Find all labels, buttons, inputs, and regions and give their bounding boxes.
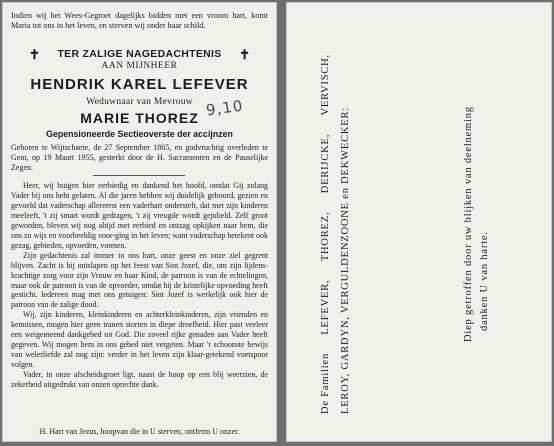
handwritten-note: 9,10 bbox=[204, 96, 245, 120]
closing-prayer: H. Hart van Jezus, hoopvan die in U sterven, ontferm U onzer. bbox=[39, 427, 240, 436]
family-word: VERVISCH, bbox=[320, 54, 331, 116]
family-names-line1 bbox=[319, 54, 332, 414]
memorial-heading: TER ZALIGE NAGEDACHTENIS bbox=[57, 48, 222, 60]
eulogy-text bbox=[11, 181, 268, 390]
family-word: De Familien bbox=[320, 353, 331, 414]
cross-icon: ✝ bbox=[239, 47, 250, 62]
cross-icon: ✝ bbox=[29, 47, 40, 62]
family-names-line2: LEROY, GARDYN, VERGULDENZOONE en DEKWECKER: bbox=[340, 107, 351, 414]
widower-line: Weduwnaar van Mevrouw bbox=[86, 97, 193, 107]
memorial-card-left bbox=[3, 3, 276, 441]
eulogy-paragraph: Vader, in onze afscheidsgroet ligt, naast de hoop op een blij weerzien, de zekerheid uitgedrukt van onzen oprechte dank. bbox=[11, 370, 268, 390]
family-word: DERIJCKE, bbox=[320, 133, 331, 194]
spouse-name: MARIE THOREZ bbox=[80, 110, 199, 126]
prayer-text: Indien wij het Wees-Gegroet dagelijks bidden met een vroom hart, komt Maria tot ons in het leven, en sterven wij onder haar schild. bbox=[11, 11, 268, 31]
occupation-title: Gepensioneerde Sectieoverste der accijnzen bbox=[46, 129, 233, 139]
family-word: LEFEVER, bbox=[320, 279, 331, 335]
memorial-subheading: AAN MIJNHEER bbox=[101, 61, 178, 71]
thanks-line2: danken U van harte. bbox=[479, 231, 490, 331]
eulogy-paragraph: Heer, wij buigen hier eerbiedig en dankend het hoofd, omdat Gij zolang Vader bij ons hebt gelaten. Al die jaren hebben wij duidelijk gehoord, gezien en gevoeld dat vaderschap allereerst een vaderhart onderstelt, dat met zijn kinderen meeleeft, 't zij smart wordt gedragen, 't zij vreugde wordt gejubeld. Zelf groot geworden, bleven wij nog altijd met eerbied en ontzag opkijken naar hem, die ons zo wijs en voorbeeldig voor-ging in het leven; want vaderschap betekent ook gezag, gebieden, opvoeden, vormen. bbox=[11, 181, 268, 250]
deceased-name: HENDRIK KAREL LEFEVER bbox=[30, 76, 249, 93]
family-word: THOREZ, bbox=[320, 211, 331, 262]
eulogy-paragraph: Wij, zijn kinderen, kleinkinderen en achterkleinkinderen, zijn vrienden en kennissen, mogen hier geen tranen storten in diepe droefheid. Hier past veeleer een weigemeend dankgebed tot God. Die zoveel rijke genaden aan Vader heeft gegeven. Wij mogen hem in ons gebed niet vergeten. Maar 't schoonste bewijs van welerliefde zal nog zijn: verder in het leven zijn klaar-getekend voetspoor volgen. bbox=[11, 310, 268, 370]
thanks-line1: Diep getroffen door uw blijken van deelneming bbox=[463, 106, 474, 342]
eulogy-paragraph: Zijn gedachtenis zal immer in ons hart, onze geest en onze ziel gegrent blijven. Zacht is hij ontslapen op het feest van Sint Jozef, die, om zijn lijdens-krachtige zorg voor zijn Vrouw en haar Kind, de patroon is van de echtelingen, maar ook de patroon is van de opvoeder, omdat hij de kristelijke opvoeding heeft gesticht. Iedereen mag met ons getuigen: Sint Jozef is werkelijk ook hier de patroon van de zalige dood. bbox=[11, 250, 268, 310]
divider bbox=[93, 175, 185, 176]
birth-death-text: Geboren te Wijtschaete, de 27 September 1865, en godvruchtig overleden te Gent, op 19 Maart 1955, gesterkt door de H. Sacramenten en de Pauselijke Zegen. bbox=[11, 143, 268, 172]
